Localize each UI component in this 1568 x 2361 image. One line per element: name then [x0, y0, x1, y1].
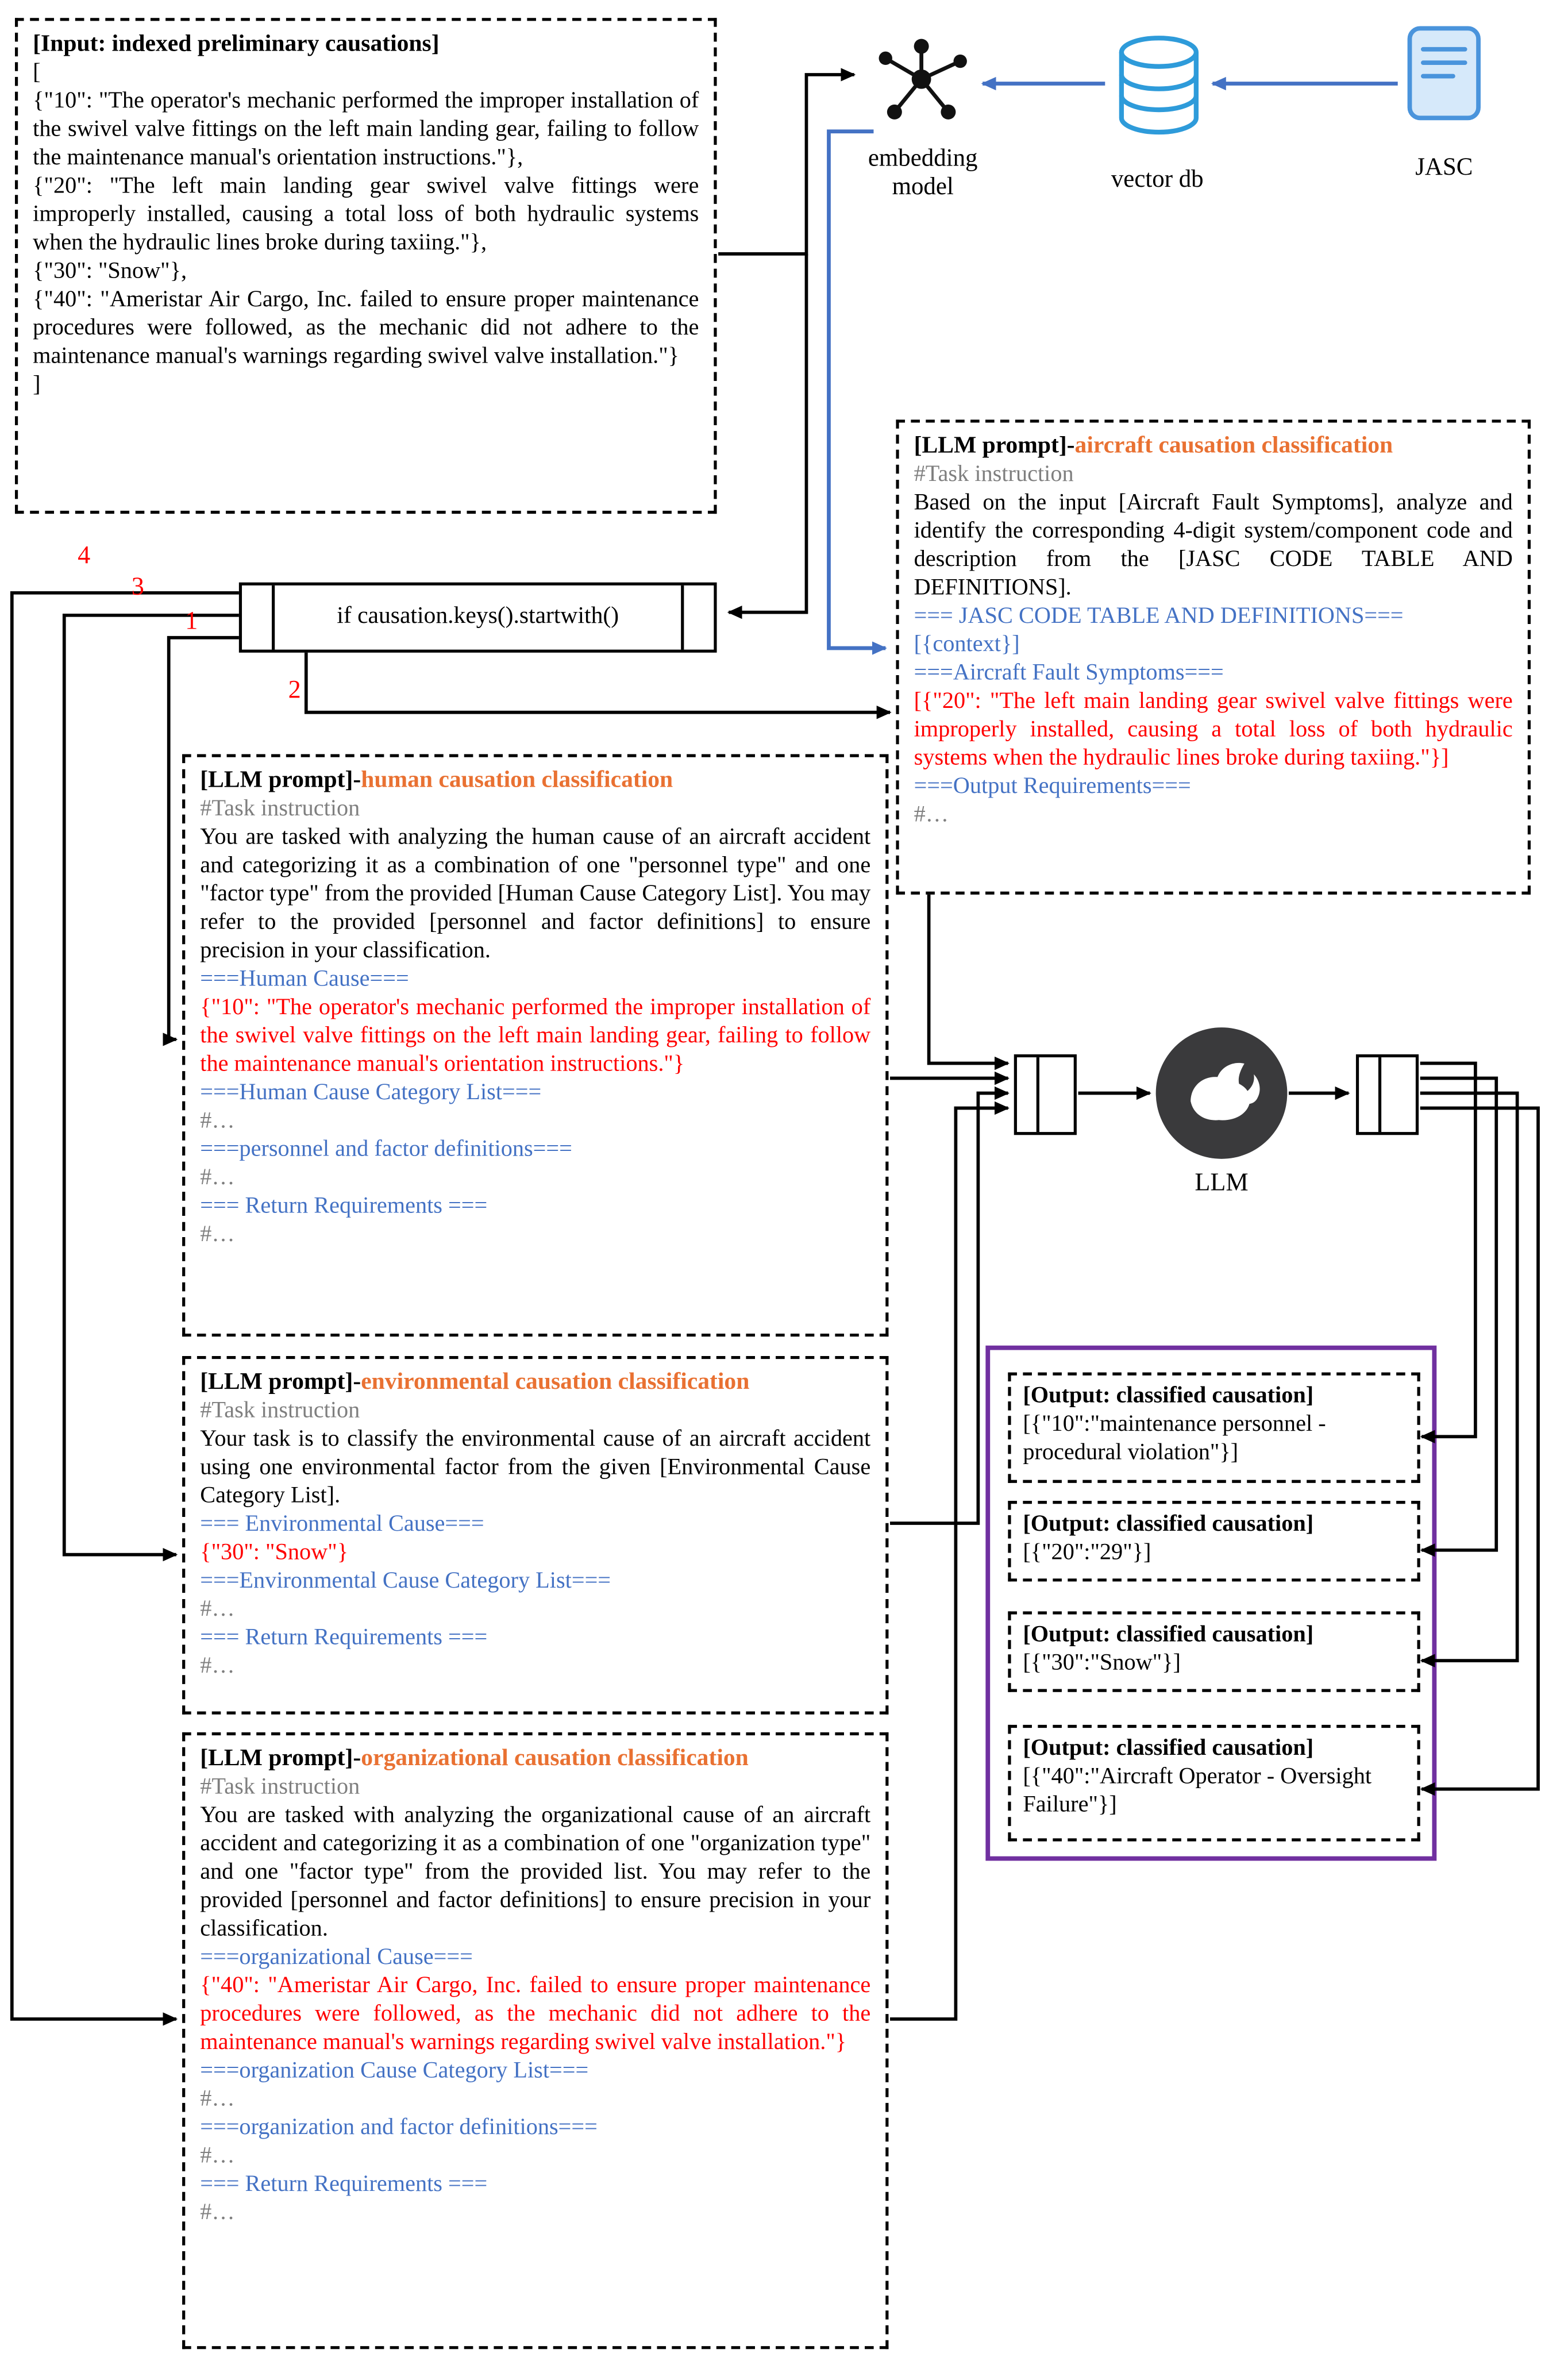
output-value: [{"30":"Snow"}]: [1023, 1650, 1181, 1676]
prompt-box-aircraft: [896, 419, 1531, 894]
wire-llm-to-output-40: [1420, 1108, 1538, 1789]
wire-embedding-to-context: [829, 132, 885, 648]
organizational-instruction: You are tasked with analyzing the organizational cause of an aircraft accident and categorizing it as a combination of one "organization type" and one "factor type" from the provided list. You may refer to the provided [personnel and factor definitions] to ensure precision in your classification.: [200, 1802, 871, 1942]
llm-input-connector: [1014, 1054, 1077, 1135]
organizational-ellipsis-1: #…: [200, 2086, 235, 2112]
section-human-category-list: ===Human Cause Category List===: [200, 1080, 542, 1106]
branch-label-1: 1: [185, 606, 198, 635]
environmental-instruction: Your task is to classify the environmental cause of an aircraft accident using one environmental factor from the given [Environmental Cause Category List].: [200, 1426, 871, 1509]
human-ellipsis-1: #…: [200, 1108, 235, 1134]
jasc-label: JASC: [1415, 152, 1473, 181]
environmental-cause-value: {"30": "Snow"}: [200, 1539, 349, 1565]
connector-divider: [1037, 1057, 1039, 1132]
human-instruction: You are tasked with analyzing the human cause of an aircraft accident and categorizing it as a combination of one "personnel type" and one "factor type" from the provided [Human Cause Category List]. You may refer to the provided [personnel and factor definitions] to ensure precision in your classification.: [200, 824, 871, 964]
section-output-requirements: ===Output Requirements===: [914, 773, 1191, 799]
aircraft-header-prefix: [LLM prompt]-: [914, 433, 1075, 459]
wire-input-to-router: [729, 254, 806, 613]
environmental-header-prefix: [LLM prompt]-: [200, 1369, 361, 1395]
organizational-cause-value: {"40": "Ameristar Air Cargo, Inc. failed to ensure proper maintenance procedures were followed, as the mechanic did not adhere to the maintenance manual's warnings regarding swivel valve installation."}: [200, 1973, 871, 2055]
branch-label-2: 2: [288, 675, 301, 704]
human-cause-value: {"10": "The operator's mechanic performed the improper installation of the swivel valve fittings on the left main landing gear, failing to follow the maintenance manual's orientation instructions."}: [200, 994, 871, 1077]
section-organization-category-list: ===organization Cause Category List===: [200, 2058, 589, 2083]
llm-whale-icon: [1181, 1053, 1262, 1133]
human-ellipsis-3: #…: [200, 1222, 235, 1247]
prompt-box-environmental: [182, 1356, 888, 1715]
wire-aircraft-to-llm: [929, 895, 1008, 1064]
output-box-20: [1008, 1501, 1420, 1581]
output-value: [{"10":"maintenance personnel - procedural violation"}]: [1023, 1411, 1326, 1465]
input-causations-box: [15, 18, 717, 514]
section-environmental-return-requirements: === Return Requirements ===: [200, 1624, 488, 1650]
vector-db-icon: [1111, 30, 1207, 144]
output-value: [{"40":"Aircraft Operator - Oversight Failure"}]: [1023, 1763, 1372, 1818]
branch-label-4: 4: [78, 540, 91, 569]
human-prompt-header: [200, 766, 870, 794]
jasc-document-icon: [1405, 24, 1483, 123]
input-open-bracket: [: [33, 59, 41, 86]
aircraft-prompt-header: [914, 432, 1513, 460]
section-environmental-cause: === Environmental Cause===: [200, 1511, 484, 1537]
vector-db-label: vector db: [1111, 164, 1204, 193]
input-entry-30: {"30": "Snow"},: [33, 258, 187, 284]
human-header-prefix: [LLM prompt]-: [200, 767, 361, 794]
output-value: [{"20":"29"}]: [1023, 1539, 1151, 1565]
organizational-task-label: #Task instruction: [200, 1774, 360, 1800]
context-placeholder: [{context}]: [914, 631, 1020, 657]
connector-divider: [1378, 1057, 1381, 1132]
human-header-name: human causation classification: [361, 767, 673, 794]
organizational-header-prefix: [LLM prompt]-: [200, 1746, 361, 1771]
input-close-bracket: ]: [33, 372, 41, 398]
organizational-ellipsis-2: #…: [200, 2143, 235, 2169]
output-title: [Output: classified causation]: [1023, 1735, 1314, 1761]
organizational-header-name: organizational causation classification: [361, 1746, 749, 1771]
section-organization-definitions: ===organization and factor definitions===: [200, 2114, 598, 2140]
section-fault-symptoms: ===Aircraft Fault Symptoms===: [914, 660, 1224, 685]
wire-branch-2-aircraft: [306, 653, 890, 712]
environmental-ellipsis-2: #…: [200, 1653, 235, 1679]
section-human-cause: ===Human Cause===: [200, 966, 409, 992]
environmental-ellipsis-1: #…: [200, 1596, 235, 1622]
llm-node: [1156, 1027, 1288, 1159]
outputs-container: [985, 1346, 1436, 1861]
human-task-label: #Task instruction: [200, 796, 360, 822]
human-ellipsis-2: #…: [200, 1165, 235, 1191]
embedding-model-label: embedding model: [868, 143, 978, 201]
section-personnel-definitions: ===personnel and factor definitions===: [200, 1136, 572, 1162]
branch-label-3: 3: [131, 572, 144, 600]
output-box-30: [1008, 1611, 1420, 1692]
output-title: [Output: classified causation]: [1023, 1382, 1314, 1408]
environmental-prompt-header: [200, 1368, 870, 1396]
wire-input-to-embedding: [718, 75, 854, 254]
input-entry-40: {"40": "Ameristar Air Cargo, Inc. failed to ensure proper maintenance procedures were followed, as the mechanic did not adhere to the maintenance manual's warnings regarding swivel valve installation."}: [33, 287, 699, 369]
embedding-model-icon: [869, 36, 974, 128]
fault-symptom-value: [{"20": "The left main landing gear swivel valve fittings were improperly installed, causing a total loss of both hydraulic systems when the hydraulic lines broke during taxiing."}]: [914, 688, 1513, 771]
aircraft-task-label: #Task instruction: [914, 461, 1074, 487]
aircraft-header-name: aircraft causation classification: [1074, 433, 1393, 459]
output-box-40: [1008, 1725, 1420, 1842]
section-human-return-requirements: === Return Requirements ===: [200, 1193, 488, 1219]
llm-label: LLM: [1195, 1168, 1249, 1196]
organizational-prompt-header: [200, 1744, 870, 1773]
section-environmental-category-list: ===Environmental Cause Category List===: [200, 1568, 611, 1594]
prompt-box-human: [182, 754, 888, 1337]
output-title: [Output: classified causation]: [1023, 1511, 1314, 1537]
input-box-title: [Input: indexed preliminary causations]: [33, 31, 440, 57]
organizational-ellipsis-3: #…: [200, 2200, 235, 2225]
input-entry-20: {"20": "The left main landing gear swivel valve fittings were improperly installed, causing a total loss of both hydraulic systems when the hydraulic lines broke during taxiing."},: [33, 173, 699, 256]
environmental-header-name: environmental causation classification: [361, 1369, 750, 1395]
input-entry-10: {"10": "The operator's mechanic performed the improper installation of the swivel valve fittings on the left main landing gear, failing to follow the maintenance manual's orientation instructions."},: [33, 88, 699, 171]
aircraft-instruction: Based on the input [Aircraft Fault Symptoms], analyze and identify the corresponding 4-digit system/component code and description from the [JASC CODE TABLE AND DEFINITIONS].: [914, 490, 1513, 600]
output-title: [Output: classified causation]: [1023, 1621, 1314, 1647]
section-jasc-codes: === JASC CODE TABLE AND DEFINITIONS===: [914, 603, 1404, 629]
router-condition-text: if causation.keys().startwith(): [337, 603, 619, 629]
section-organizational-return-requirements: === Return Requirements ===: [200, 2171, 488, 2197]
prompt-box-organizational: [182, 1732, 888, 2349]
section-organizational-cause: ===organizational Cause===: [200, 1944, 473, 1970]
aircraft-ellipsis: #…: [914, 802, 949, 827]
llm-output-connector: [1356, 1054, 1419, 1135]
router-condition-box: [239, 583, 717, 653]
output-box-10: [1008, 1373, 1420, 1483]
environmental-task-label: #Task instruction: [200, 1397, 360, 1423]
